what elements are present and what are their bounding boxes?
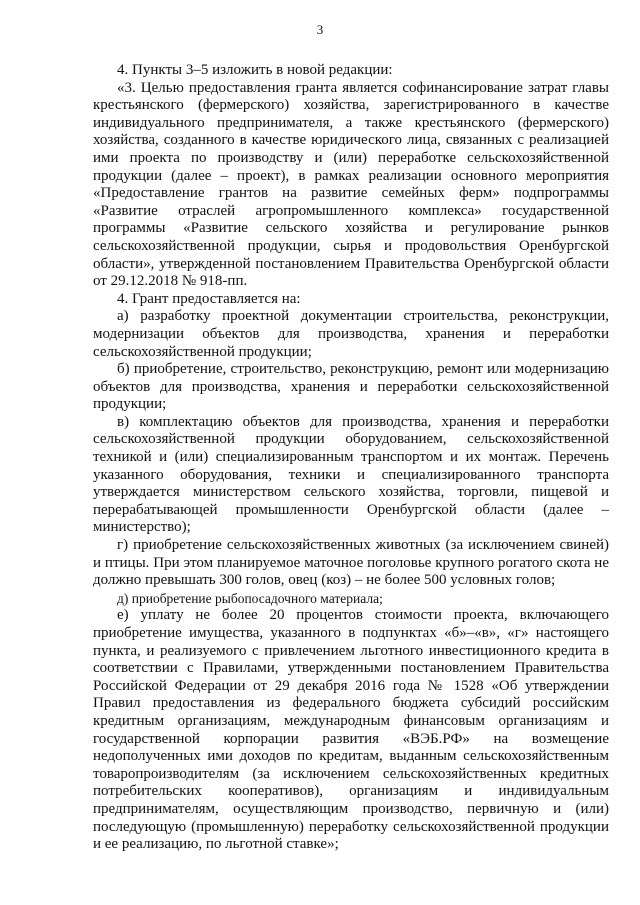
paragraph-item-b: б) приобретение, строительство, реконструкцию, ремонт или модернизацию объектов для производства, хранения и переработки сельскохозяйственной продукции;	[93, 361, 609, 413]
paragraph-point-3: «3. Целью предоставления гранта является софинансирование затрат главы крестьянского (фермерского) хозяйства, зарегистрированного в качестве индивидуального предпринимателя, а также крестьянского (фермерского) хозяйства, созданного в качестве юридического лица, связанных с реализацией ими проекта по производству и (или) переработке сельскохозяйственной продукции (далее – проект), в рамках реализации основного мероприятия «Предоставление грантов на развитие семейных ферм» подпрограммы «Развитие отраслей агропромышленного комплекса» государственной программы «Развитие сельского хозяйства и регулирование рынков сельскохозяйственной продукции, сырья и продовольствия Оренбургской области», утвержденной постановлением Правительства Оренбургской области от 29.12.2018 № 918-пп.	[93, 79, 609, 290]
page-number: 3	[316, 22, 324, 37]
document-body	[93, 62, 609, 854]
paragraph-item-v: в) комплектацию объектов для производства, хранения и переработки сельскохозяйственной продукции оборудованием, сельскохозяйственной техникой и (или) специализированным транспортом и их монтаж. Перечень указанного оборудования, техники и специализированного транспорта утверждается министерством сельского хозяйства, торговли, пищевой и перерабатывающей промышленности Оренбургской области (далее – министерство);	[93, 413, 609, 536]
paragraph-item-e: е) уплату не более 20 процентов стоимости проекта, включающего приобретение имущества, указанного в подпунктах «б»–«в», «г» настоящего пункта, и реализуемого с привлечением льготного инвестиционного кредита в соответствии с Правилами, утвержденными постановлением Правительства Российской Федерации от 29 декабря 2016 года № 1528 «Об утверждении Правил предоставления из федерального бюджета субсидий российским кредитным организациям, международным финансовым организациям и государственной корпорации развития «ВЭБ.РФ» на возмещение недополученных ими доходов по кредитам, выданным сельскохозяйственным товаропроизводителям (за исключением сельскохозяйственных кредитных потребительских кооперативов), организациям и индивидуальным предпринимателям, осуществляющим производство, первичную и (или) последующую (промышленную) переработку сельскохозяйственной продукции и ее реализацию, по льготной ставке»;	[93, 607, 609, 853]
paragraph-point-4-intro: 4. Грант предоставляется на:	[117, 290, 301, 307]
paragraph-amendment-intro: 4. Пункты 3–5 изложить в новой редакции:	[117, 62, 393, 78]
paragraph-item-a: а) разработку проектной документации строительства, реконструкции, модернизации объектов для производства, хранения и переработки сельскохозяйственной продукции;	[93, 308, 609, 360]
paragraph-item-d: д) приобретение рыбопосадочного материала;	[117, 590, 383, 606]
paragraph-item-g: г) приобретение сельскохозяйственных животных (за исключением свиней) и птицы. При этом планируемое маточное поголовье крупного рогатого скота не должно превышать 300 голов, овец (коз) – не более 500 условных голов;	[93, 537, 609, 589]
